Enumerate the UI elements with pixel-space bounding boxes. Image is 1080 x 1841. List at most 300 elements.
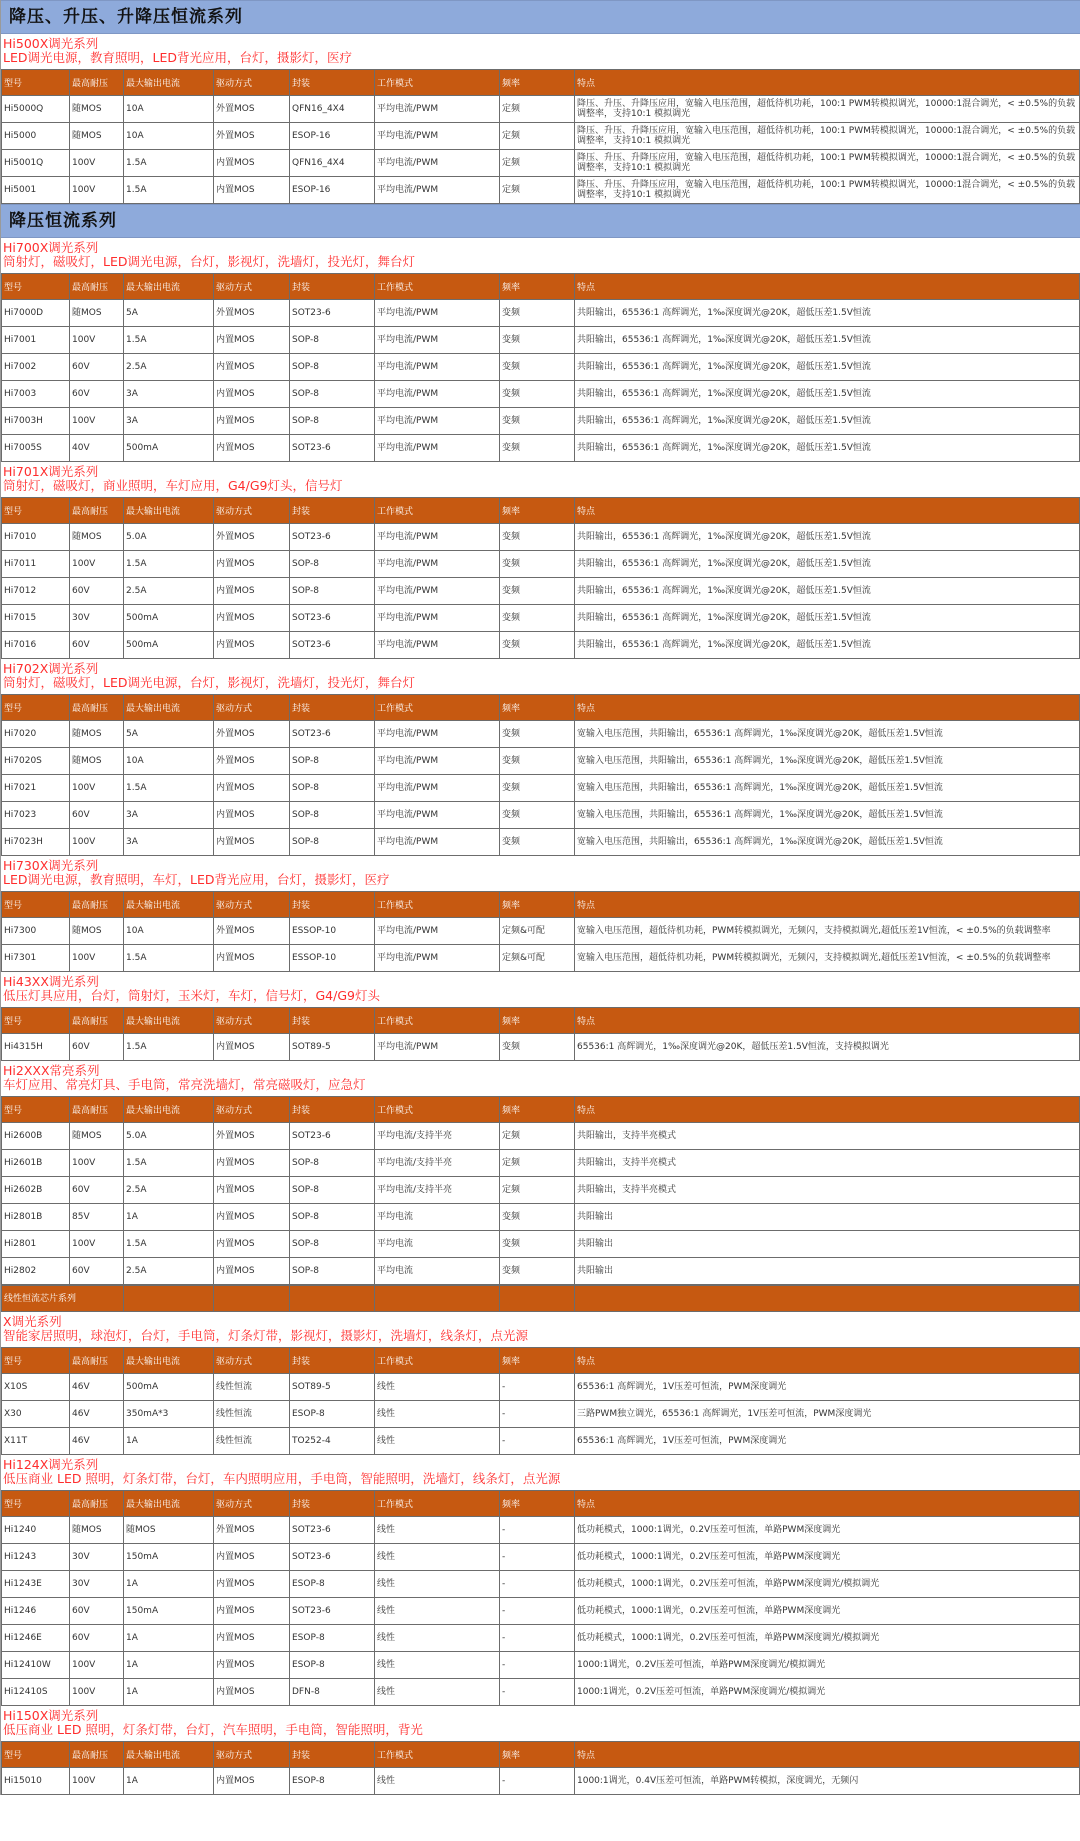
table-cell: 变频 (500, 748, 575, 775)
table-cell: 共阳输出，支持半亮模式 (575, 1177, 1080, 1204)
table-cell: 平均电流/PWM (375, 775, 500, 802)
table-cell: SOT23-6 (290, 721, 375, 748)
table-cell: 平均电流/PWM (375, 748, 500, 775)
table-cell: 变频 (500, 721, 575, 748)
table-cell: 变频 (500, 551, 575, 578)
column-header: 型号 (2, 498, 70, 524)
column-header: 频率 (500, 1008, 575, 1034)
linear-header-cell (290, 1286, 375, 1312)
table-cell: 100V (70, 327, 124, 354)
table-row (2, 1034, 1080, 1061)
table-cell: 共阳输出，65536:1 高辉调光，1‰深度调光@20K，超低压差1.5V恒流 (575, 435, 1080, 462)
table-cell: 变频 (500, 408, 575, 435)
column-header: 频率 (500, 695, 575, 721)
column-header: 最高耐压 (70, 1348, 124, 1374)
table-cell: - (500, 1374, 575, 1401)
table-cell: 线性 (375, 1625, 500, 1652)
series-title (1, 856, 1080, 891)
column-header: 最大输出电流 (124, 1742, 214, 1768)
table-cell: Hi7023 (2, 802, 70, 829)
table-cell: Hi7300 (2, 918, 70, 945)
table-cell: 100V (70, 177, 124, 204)
table-cell: Hi7020 (2, 721, 70, 748)
series-applications: 车灯应用、常亮灯具、手电筒，常亮洗墙灯，常亮磁吸灯，应急灯 (3, 1077, 366, 1092)
table-cell: 定频&可配 (500, 945, 575, 972)
table-cell: 1A (124, 1625, 214, 1652)
table-cell: SOP-8 (290, 1231, 375, 1258)
table-cell: 平均电流/PWM (375, 150, 500, 177)
table-cell: 平均电流 (375, 1231, 500, 1258)
table-cell: 随MOS (124, 1517, 214, 1544)
series-applications: 筒射灯，磁吸灯，商业照明，车灯应用，G4/G9灯头，信号灯 (3, 478, 343, 493)
table-cell: 低功耗模式，1000:1调光，0.2V压差可恒流，单路PWM深度调光/模拟调光 (575, 1625, 1080, 1652)
table-cell: SOP-8 (290, 1150, 375, 1177)
linear-header-cell (375, 1286, 500, 1312)
series-name: Hi124X调光系列 (3, 1457, 99, 1472)
column-header: 型号 (2, 1097, 70, 1123)
table-row (2, 354, 1080, 381)
linear-series-header (1, 1285, 1080, 1312)
column-header: 封装 (290, 1742, 375, 1768)
table-cell: SOP-8 (290, 1258, 375, 1285)
table-header-row (2, 892, 1080, 918)
table-cell: 3A (124, 802, 214, 829)
table-cell: - (500, 1768, 575, 1795)
table-cell: SOP-8 (290, 408, 375, 435)
column-header: 工作模式 (375, 70, 500, 96)
table-cell: 低功耗模式，1000:1调光，0.2V压差可恒流，单路PWM深度调光 (575, 1598, 1080, 1625)
table-cell: 5A (124, 721, 214, 748)
table-cell: 平均电流/PWM (375, 578, 500, 605)
table-cell: Hi7003H (2, 408, 70, 435)
table-cell: 46V (70, 1428, 124, 1455)
series-name: Hi500X调光系列 (3, 36, 99, 51)
table-cell: 1.5A (124, 327, 214, 354)
column-header: 特点 (575, 892, 1080, 918)
table-cell: 1A (124, 1679, 214, 1706)
section-header: 降压、升压、升降压恒流系列 (1, 0, 1080, 34)
table-cell: SOT23-6 (290, 605, 375, 632)
column-header: 最大输出电流 (124, 70, 214, 96)
table-cell: 60V (70, 802, 124, 829)
table-cell: 30V (70, 1571, 124, 1598)
table-cell: 宽输入电压范围，超低待机功耗，PWM转模拟调光，无频闪，支持模拟调光,超低压差1V恒流，< ±0.5%的负载调整率 (575, 945, 1080, 972)
column-header: 特点 (575, 1348, 1080, 1374)
table-cell: 500mA (124, 605, 214, 632)
table-cell: 平均电流/PWM (375, 123, 500, 150)
linear-header-cell (500, 1286, 575, 1312)
table-cell: 65536:1 高辉调光，1‰深度调光@20K，超低压差1.5V恒流，支持模拟调光 (575, 1034, 1080, 1061)
table-cell: Hi7002 (2, 354, 70, 381)
linear-header-cell (214, 1286, 290, 1312)
table-cell: 共阳输出，65536:1 高辉调光，1‰深度调光@20K，超低压差1.5V恒流 (575, 408, 1080, 435)
table-cell: 平均电流 (375, 1258, 500, 1285)
column-header: 工作模式 (375, 1491, 500, 1517)
column-header: 频率 (500, 1742, 575, 1768)
table-cell: SOT23-6 (290, 435, 375, 462)
table-cell: Hi2602B (2, 1177, 70, 1204)
table-cell: 60V (70, 1177, 124, 1204)
table-row (2, 1625, 1080, 1652)
table-cell: 100V (70, 150, 124, 177)
product-table (1, 694, 1080, 856)
series-title (1, 238, 1080, 273)
table-cell: 变频 (500, 1204, 575, 1231)
table-header-row (2, 274, 1080, 300)
table-row (2, 300, 1080, 327)
table-cell: SOT23-6 (290, 524, 375, 551)
table-row (2, 1428, 1080, 1455)
column-header: 频率 (500, 1097, 575, 1123)
column-header: 驱动方式 (214, 695, 290, 721)
table-header-row (2, 1008, 1080, 1034)
linear-header-label: 线性恒流芯片系列 (2, 1286, 124, 1312)
table-cell: 内置MOS (214, 1768, 290, 1795)
table-cell: 内置MOS (214, 381, 290, 408)
table-cell: 变频 (500, 632, 575, 659)
series-applications: 低压灯具应用，台灯，筒射灯，玉米灯，车灯，信号灯，G4/G9灯头 (3, 988, 380, 1003)
table-cell: 平均电流/PWM (375, 802, 500, 829)
table-cell: Hi7015 (2, 605, 70, 632)
table-cell: 降压、升压、升降压应用，宽输入电压范围，超低待机功耗，100:1 PWM转模拟调光，10000:1混合调光，< ±0.5%的负载调整率，支持10:1 模拟调光 (575, 150, 1080, 177)
table-row (2, 721, 1080, 748)
table-cell: - (500, 1598, 575, 1625)
table-row (2, 177, 1080, 204)
series-block (1, 972, 1080, 1061)
table-cell: SOT23-6 (290, 1517, 375, 1544)
table-cell: 降压、升压、升降压应用，宽输入电压范围，超低待机功耗，100:1 PWM转模拟调光，10000:1混合调光，< ±0.5%的负载调整率，支持10:1 模拟调光 (575, 96, 1080, 123)
table-cell: 降压、升压、升降压应用，宽输入电压范围，超低待机功耗，100:1 PWM转模拟调光，10000:1混合调光，< ±0.5%的负载调整率，支持10:1 模拟调光 (575, 177, 1080, 204)
table-cell: 变频 (500, 829, 575, 856)
product-table (1, 1347, 1080, 1455)
table-cell: 150mA (124, 1544, 214, 1571)
table-cell: 内置MOS (214, 435, 290, 462)
series-title (1, 1312, 1080, 1347)
table-cell: 宽输入电压范围，超低待机功耗，PWM转模拟调光，无频闪，支持模拟调光,超低压差1V恒流，< ±0.5%的负载调整率 (575, 918, 1080, 945)
table-cell: 平均电流/PWM (375, 300, 500, 327)
table-cell: 内置MOS (214, 1679, 290, 1706)
table-row (2, 327, 1080, 354)
table-cell: 平均电流/PWM (375, 96, 500, 123)
table-cell: 5.0A (124, 524, 214, 551)
table-row (2, 1258, 1080, 1285)
table-cell: 2.5A (124, 354, 214, 381)
table-cell: 60V (70, 1598, 124, 1625)
column-header: 工作模式 (375, 274, 500, 300)
table-cell: 60V (70, 1625, 124, 1652)
table-cell: 平均电流/PWM (375, 632, 500, 659)
table-cell: 随MOS (70, 1517, 124, 1544)
table-cell: 内置MOS (214, 578, 290, 605)
table-cell: 100V (70, 1652, 124, 1679)
table-cell: 内置MOS (214, 802, 290, 829)
column-header: 最高耐压 (70, 695, 124, 721)
table-cell: 线性 (375, 1401, 500, 1428)
table-cell: SOP-8 (290, 748, 375, 775)
table-cell: 60V (70, 578, 124, 605)
series-name: Hi700X调光系列 (3, 240, 99, 255)
table-cell: - (500, 1544, 575, 1571)
column-header: 工作模式 (375, 1097, 500, 1123)
table-cell: 46V (70, 1401, 124, 1428)
table-cell: 低功耗模式，1000:1调光，0.2V压差可恒流，单路PWM深度调光/模拟调光 (575, 1571, 1080, 1598)
column-header: 最大输出电流 (124, 1097, 214, 1123)
table-cell: 内置MOS (214, 1204, 290, 1231)
table-cell: 平均电流/PWM (375, 354, 500, 381)
table-header-row (2, 1097, 1080, 1123)
table-cell: 随MOS (70, 96, 124, 123)
table-cell: SOP-8 (290, 802, 375, 829)
table-cell: Hi7003 (2, 381, 70, 408)
column-header: 型号 (2, 695, 70, 721)
series-applications: 筒射灯，磁吸灯，LED调光电源，台灯，影视灯，洗墙灯，投光灯，舞台灯 (3, 675, 415, 690)
table-cell: 内置MOS (214, 177, 290, 204)
table-cell: 内置MOS (214, 1544, 290, 1571)
table-cell: 变频 (500, 578, 575, 605)
table-cell: 平均电流/PWM (375, 177, 500, 204)
table-cell: 内置MOS (214, 1177, 290, 1204)
table-cell: ESOP-16 (290, 123, 375, 150)
series-applications: LED调光电源，教育照明，LED背光应用，台灯，摄影灯，医疗 (3, 50, 352, 65)
table-cell: 500mA (124, 632, 214, 659)
column-header: 特点 (575, 1491, 1080, 1517)
series-applications: 低压商业 LED 照明，灯条灯带，台灯，汽车照明，手电筒，智能照明，背光 (3, 1722, 423, 1737)
table-cell: 线性 (375, 1374, 500, 1401)
table-cell: 40V (70, 435, 124, 462)
table-cell: 低功耗模式，1000:1调光，0.2V压差可恒流，单路PWM深度调光 (575, 1517, 1080, 1544)
table-cell: 1.5A (124, 177, 214, 204)
table-cell: 平均电流/PWM (375, 1034, 500, 1061)
table-row (2, 945, 1080, 972)
series-applications: 筒射灯，磁吸灯，LED调光电源，台灯，影视灯，洗墙灯，投光灯，舞台灯 (3, 254, 415, 269)
linear-header-cell (124, 1286, 214, 1312)
table-cell: 1.5A (124, 1231, 214, 1258)
column-header: 工作模式 (375, 498, 500, 524)
table-row (2, 408, 1080, 435)
product-table (1, 1007, 1080, 1061)
table-cell: Hi7005S (2, 435, 70, 462)
table-cell: 内置MOS (214, 1652, 290, 1679)
table-cell: 3A (124, 381, 214, 408)
series-block (1, 856, 1080, 972)
table-cell: 外置MOS (214, 721, 290, 748)
series-block (1, 1312, 1080, 1455)
table-cell: 共阳输出，65536:1 高辉调光，1‰深度调光@20K，超低压差1.5V恒流 (575, 354, 1080, 381)
series-block (1, 1061, 1080, 1285)
column-header: 最大输出电流 (124, 1008, 214, 1034)
table-cell: 共阳输出，65536:1 高辉调光，1‰深度调光@20K，超低压差1.5V恒流 (575, 327, 1080, 354)
table-cell: Hi7020S (2, 748, 70, 775)
table-row (2, 1652, 1080, 1679)
table-cell: Hi15010 (2, 1768, 70, 1795)
column-header: 最高耐压 (70, 1097, 124, 1123)
table-cell: 100V (70, 829, 124, 856)
table-cell: 内置MOS (214, 829, 290, 856)
table-row (2, 775, 1080, 802)
column-header: 频率 (500, 1491, 575, 1517)
table-cell: 内置MOS (214, 408, 290, 435)
table-cell: SOT89-5 (290, 1034, 375, 1061)
table-cell: 内置MOS (214, 1598, 290, 1625)
table-cell: 1000:1调光，0.2V压差可恒流，单路PWM深度调光/模拟调光 (575, 1652, 1080, 1679)
table-cell: - (500, 1517, 575, 1544)
column-header: 最大输出电流 (124, 498, 214, 524)
table-cell: 60V (70, 632, 124, 659)
table-cell: 线性恒流 (214, 1374, 290, 1401)
table-cell: Hi1240 (2, 1517, 70, 1544)
table-cell: 共阳输出，65536:1 高辉调光，1‰深度调光@20K，超低压差1.5V恒流 (575, 381, 1080, 408)
table-cell: 外置MOS (214, 918, 290, 945)
table-cell: 线性 (375, 1768, 500, 1795)
table-cell: 3A (124, 829, 214, 856)
table-cell: SOT23-6 (290, 300, 375, 327)
product-table (1, 1741, 1080, 1795)
column-header: 驱动方式 (214, 1348, 290, 1374)
table-row (2, 802, 1080, 829)
table-cell: 内置MOS (214, 1625, 290, 1652)
table-cell: 随MOS (70, 300, 124, 327)
table-cell: 定频&可配 (500, 918, 575, 945)
table-cell: 随MOS (70, 721, 124, 748)
series-name: Hi2XXX常亮系列 (3, 1063, 100, 1078)
table-cell: 宽输入电压范围，共阳输出，65536:1 高辉调光，1‰深度调光@20K，超低压差1.5V恒流 (575, 802, 1080, 829)
product-table (1, 1096, 1080, 1285)
series-block (1, 238, 1080, 462)
table-cell: 60V (70, 1258, 124, 1285)
table-cell: 60V (70, 1034, 124, 1061)
table-row (2, 524, 1080, 551)
table-cell: 外置MOS (214, 123, 290, 150)
series-title (1, 1455, 1080, 1490)
table-cell: 平均电流/PWM (375, 829, 500, 856)
table-cell: 变频 (500, 435, 575, 462)
table-cell: SOP-8 (290, 327, 375, 354)
column-header: 封装 (290, 1008, 375, 1034)
table-row (2, 1231, 1080, 1258)
table-row (2, 381, 1080, 408)
product-table (1, 497, 1080, 659)
series-title (1, 972, 1080, 1007)
column-header: 封装 (290, 1491, 375, 1517)
table-cell: 100V (70, 1679, 124, 1706)
table-row (2, 96, 1080, 123)
table-cell: 内置MOS (214, 1231, 290, 1258)
table-cell: 100V (70, 775, 124, 802)
table-cell: 2.5A (124, 1177, 214, 1204)
table-cell: SOP-8 (290, 354, 375, 381)
column-header: 频率 (500, 498, 575, 524)
column-header: 工作模式 (375, 1348, 500, 1374)
table-cell: Hi7001 (2, 327, 70, 354)
product-table (1, 69, 1080, 204)
table-cell: 平均电流/PWM (375, 435, 500, 462)
table-cell: 内置MOS (214, 945, 290, 972)
table-cell: 外置MOS (214, 748, 290, 775)
series-applications: 智能家居照明，球泡灯，台灯，手电筒，灯条灯带，影视灯，摄影灯，洗墙灯，线条灯，点光源 (3, 1328, 529, 1343)
column-header: 频率 (500, 274, 575, 300)
series-name: Hi701X调光系列 (3, 464, 99, 479)
table-cell: 1.5A (124, 150, 214, 177)
table-cell: 随MOS (70, 524, 124, 551)
table-cell: 外置MOS (214, 1517, 290, 1544)
table-cell: 平均电流/PWM (375, 605, 500, 632)
table-row (2, 1544, 1080, 1571)
table-cell: 共阳输出 (575, 1204, 1080, 1231)
table-cell: 线性 (375, 1679, 500, 1706)
table-cell: Hi5000 (2, 123, 70, 150)
table-cell: 共阳输出，65536:1 高辉调光，1‰深度调光@20K，超低压差1.5V恒流 (575, 632, 1080, 659)
table-cell: Hi1246 (2, 1598, 70, 1625)
series-block (1, 659, 1080, 856)
table-cell: - (500, 1679, 575, 1706)
table-cell: Hi12410S (2, 1679, 70, 1706)
table-cell: 共阳输出，65536:1 高辉调光，1‰深度调光@20K，超低压差1.5V恒流 (575, 605, 1080, 632)
table-cell: 线性 (375, 1652, 500, 1679)
table-cell: 内置MOS (214, 150, 290, 177)
column-header: 最大输出电流 (124, 695, 214, 721)
table-cell: 1.5A (124, 551, 214, 578)
table-cell: ESOP-8 (290, 1768, 375, 1795)
table-cell: 变频 (500, 354, 575, 381)
column-header: 型号 (2, 892, 70, 918)
table-cell: SOT23-6 (290, 1544, 375, 1571)
table-cell: QFN16_4X4 (290, 150, 375, 177)
table-cell: 宽输入电压范围，共阳输出，65536:1 高辉调光，1‰深度调光@20K，超低压差1.5V恒流 (575, 748, 1080, 775)
table-cell: 100V (70, 1768, 124, 1795)
column-header: 工作模式 (375, 1008, 500, 1034)
column-header: 最大输出电流 (124, 1491, 214, 1517)
table-cell: 外置MOS (214, 96, 290, 123)
column-header: 特点 (575, 70, 1080, 96)
table-cell: 共阳输出 (575, 1231, 1080, 1258)
column-header: 最高耐压 (70, 1742, 124, 1768)
table-cell: 线性 (375, 1517, 500, 1544)
table-row (2, 748, 1080, 775)
table-cell: 1A (124, 1204, 214, 1231)
column-header: 特点 (575, 498, 1080, 524)
table-cell: 100V (70, 1231, 124, 1258)
table-cell: Hi2801 (2, 1231, 70, 1258)
table-cell: 随MOS (70, 748, 124, 775)
table-cell: - (500, 1625, 575, 1652)
table-cell: Hi7023H (2, 829, 70, 856)
table-cell: 定频 (500, 150, 575, 177)
table-cell: 30V (70, 1544, 124, 1571)
table-cell: 内置MOS (214, 605, 290, 632)
table-cell: 100V (70, 551, 124, 578)
table-cell: 内置MOS (214, 551, 290, 578)
table-row (2, 829, 1080, 856)
table-cell: 内置MOS (214, 354, 290, 381)
series-applications: LED调光电源，教育照明，车灯，LED背光应用，台灯，摄影灯，医疗 (3, 872, 390, 887)
table-cell: 1A (124, 1571, 214, 1598)
column-header: 工作模式 (375, 695, 500, 721)
table-cell: X30 (2, 1401, 70, 1428)
table-cell: SOT89-5 (290, 1374, 375, 1401)
column-header: 驱动方式 (214, 892, 290, 918)
linear-header-cell (575, 1286, 1080, 1312)
table-cell: 变频 (500, 1231, 575, 1258)
series-title (1, 1706, 1080, 1741)
table-header-row (2, 1491, 1080, 1517)
table-cell: 1.5A (124, 945, 214, 972)
table-cell: 500mA (124, 1374, 214, 1401)
table-cell: 平均电流 (375, 1204, 500, 1231)
table-cell: 宽输入电压范围，共阳输出，65536:1 高辉调光，1‰深度调光@20K，超低压差1.5V恒流 (575, 829, 1080, 856)
column-header: 工作模式 (375, 892, 500, 918)
column-header: 驱动方式 (214, 1008, 290, 1034)
table-row (2, 150, 1080, 177)
